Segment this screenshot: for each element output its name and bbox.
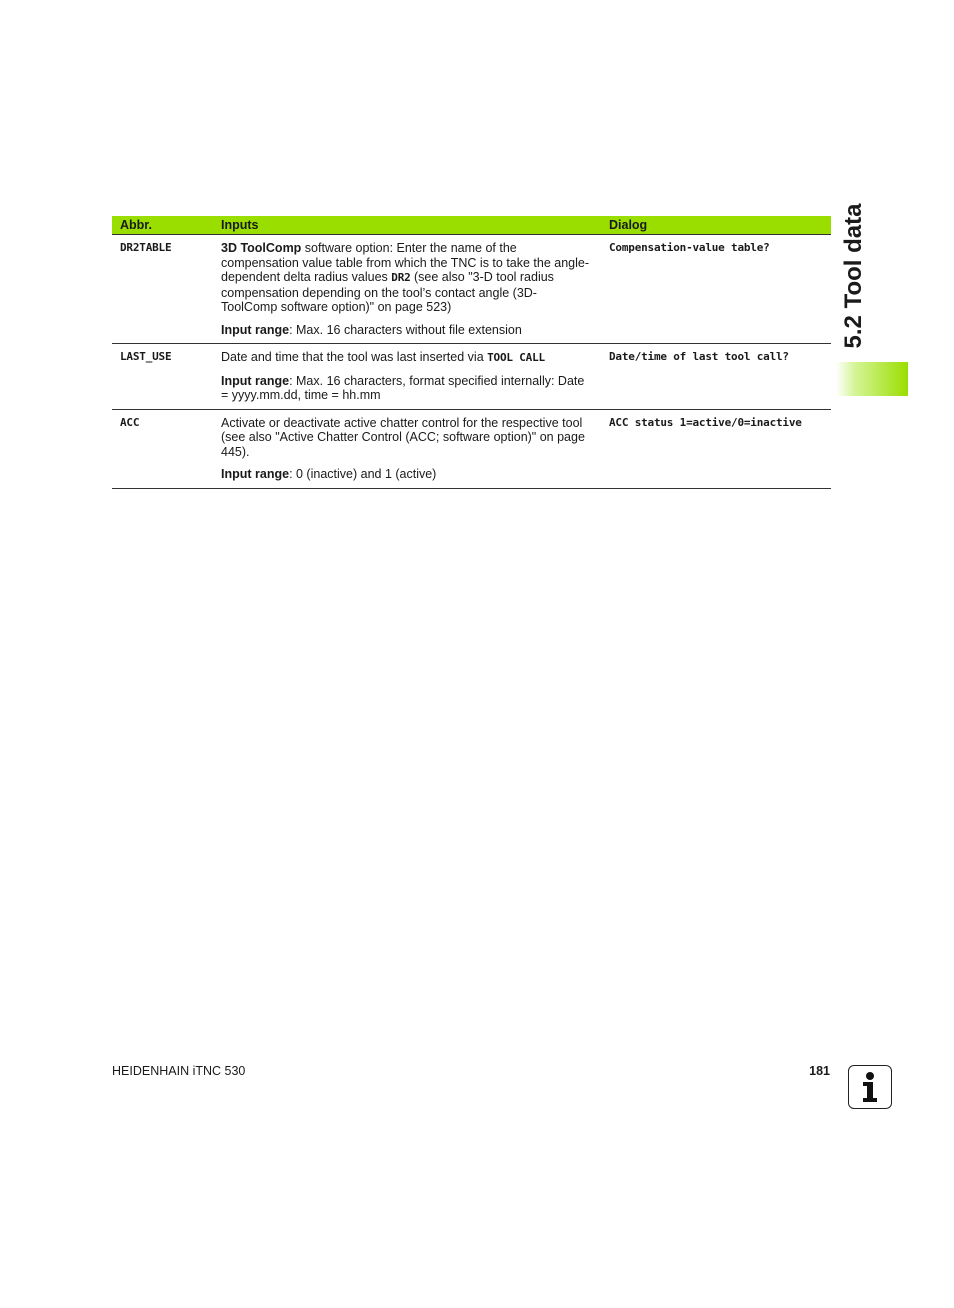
abbr-cell: LAST_USE <box>112 344 213 410</box>
abbr-cell: DR2TABLE <box>112 235 213 344</box>
table-row <box>112 235 831 344</box>
chapter-side-title <box>834 196 874 356</box>
header-inputs: Inputs <box>213 216 601 235</box>
inputs-cell <box>213 344 601 410</box>
page-number: 181 <box>809 1064 830 1078</box>
table-header-row <box>112 216 831 235</box>
input-range-paragraph: Input range: Max. 16 characters, format specified internally: Date = yyyy.mm.dd, time = hh.mm <box>221 373 585 402</box>
chapter-tab-marker <box>836 362 908 396</box>
abbr-cell: ACC <box>112 409 213 488</box>
description-paragraph: 3D ToolComp software option: Enter the name of the compensation value table from which the TNC is to take the angle-dependent delta radius values DR2 (see also "3-D tool radius compensation depending on the tool’s contact angle (3D-ToolComp software option)" on page 523) <box>221 241 590 314</box>
input-range-paragraph: Input range: 0 (inactive) and 1 (active) <box>221 467 437 481</box>
inputs-cell <box>213 235 601 344</box>
footer-product-name: HEIDENHAIN iTNC 530 <box>112 1064 246 1078</box>
dialog-cell: ACC status 1=active/0=inactive <box>601 409 831 488</box>
tool-data-table <box>112 216 831 489</box>
description-paragraph: Date and time that the tool was last inserted via TOOL CALL <box>221 350 545 364</box>
table-row <box>112 344 831 410</box>
chapter-title-text: 5.2 Tool data <box>840 203 867 349</box>
dialog-cell: Date/time of last tool call? <box>601 344 831 410</box>
inputs-cell <box>213 409 601 488</box>
description-paragraph: Activate or deactivate active chatter control for the respective tool (see also "Active Chatter Control (ACC; software option)" on page 445). <box>221 415 585 459</box>
info-icon <box>848 1065 892 1109</box>
input-range-paragraph: Input range: Max. 16 characters without file extension <box>221 322 522 337</box>
header-abbr: Abbr. <box>112 216 213 235</box>
header-dialog: Dialog <box>601 216 831 235</box>
table-row <box>112 409 831 488</box>
dialog-cell: Compensation-value table? <box>601 235 831 344</box>
